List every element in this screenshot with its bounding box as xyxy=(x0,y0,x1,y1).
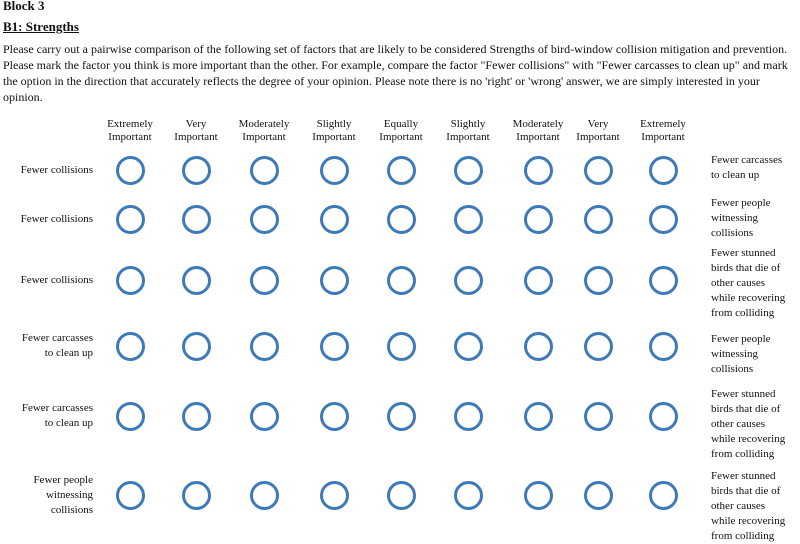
row-3-option-5-radio[interactable] xyxy=(387,266,416,295)
row-3-option-8-radio[interactable] xyxy=(584,266,613,295)
row-5-right-factor xyxy=(711,387,799,462)
scale-header-line2: Important xyxy=(641,131,685,143)
factor-line: while recovering xyxy=(711,292,786,304)
factor-line: Fewer carcasses xyxy=(21,332,93,344)
row-5-option-8-radio[interactable] xyxy=(584,402,613,431)
row-3-right-factor xyxy=(711,246,799,321)
scale-header-9 xyxy=(628,118,698,144)
scale-header-line1: Moderately xyxy=(238,118,290,130)
factor-line: to clean up xyxy=(44,347,93,359)
row-5-option-2-radio[interactable] xyxy=(182,402,211,431)
scale-header-line2: Important xyxy=(576,131,620,143)
row-1-option-4-radio[interactable] xyxy=(320,156,349,185)
factor-line: birds that die of xyxy=(711,485,781,497)
factor-line: from colliding xyxy=(711,530,775,542)
factor-line: from colliding xyxy=(711,448,775,460)
factor-line: witnessing xyxy=(711,212,759,224)
factor-line: Fewer carcasses xyxy=(21,402,93,414)
row-2-right-factor xyxy=(711,196,799,241)
scale-header-line1: Equally xyxy=(383,118,419,130)
factor-line: collisions xyxy=(711,227,754,239)
factor-line: Fewer carcasses xyxy=(711,154,783,166)
section-title: B1: Strengths xyxy=(3,19,79,34)
factor-line: witnessing xyxy=(45,488,93,501)
factor-line: Fewer stunned xyxy=(711,388,776,400)
scale-header-line2: Important xyxy=(108,131,152,143)
factor-line: Fewer stunned xyxy=(711,470,776,482)
row-2-option-8-radio[interactable] xyxy=(584,205,613,234)
scale-header-line1: Very xyxy=(185,118,207,130)
row-2-option-9-radio[interactable] xyxy=(649,205,678,234)
row-1-option-9-radio[interactable] xyxy=(649,156,678,185)
scale-header-line1: Very xyxy=(587,118,609,130)
row-6-option-2-radio[interactable] xyxy=(182,481,211,510)
row-6-option-6-radio[interactable] xyxy=(454,481,483,510)
row-4-option-9-radio[interactable] xyxy=(649,332,678,361)
row-6-right-factor xyxy=(711,469,799,544)
row-4-option-7-radio[interactable] xyxy=(524,332,553,361)
scale-header-line1: Extremely xyxy=(640,118,686,130)
scale-header-1 xyxy=(95,118,165,144)
row-6-option-4-radio[interactable] xyxy=(320,481,349,510)
row-6-option-7-radio[interactable] xyxy=(524,481,553,510)
row-4-left-factor xyxy=(3,331,93,361)
row-6-option-8-radio[interactable] xyxy=(584,481,613,510)
factor-line: collisions xyxy=(711,363,754,375)
factor-line: Fewer stunned xyxy=(711,247,776,259)
row-3-option-2-radio[interactable] xyxy=(182,266,211,295)
row-3-option-1-radio[interactable] xyxy=(116,266,145,295)
factor-line: collisions xyxy=(50,503,93,516)
row-1-option-6-radio[interactable] xyxy=(454,156,483,185)
row-4-option-3-radio[interactable] xyxy=(250,332,279,361)
row-3-option-3-radio[interactable] xyxy=(250,266,279,295)
row-1-option-3-radio[interactable] xyxy=(250,156,279,185)
scale-header-line2: Important xyxy=(242,131,286,143)
row-1-right-factor xyxy=(711,153,799,183)
factor-line: to clean up xyxy=(44,417,93,429)
row-3-left-factor xyxy=(3,273,93,288)
scale-header-2 xyxy=(161,118,231,144)
row-1-option-1-radio[interactable] xyxy=(116,156,145,185)
factor-line: Fewer people xyxy=(33,473,93,486)
factor-line: other causes xyxy=(711,418,766,430)
instructions-text: Please carry out a pairwise comparison of the following set of factors that are likely to be considered Strengths of bird-window collision mitigation and prevention. Please mark the factor you think is more important than the other. For example, compare the factor "Fewer collisions" with "Fewer carcasses to clean up" and mark the option in the direction that accurately reflects the degree of your opinion. Please note there is no 'right' or 'wrong' answer, we are simply interested in your opinion. xyxy=(3,42,788,104)
factor-line: while recovering xyxy=(711,515,786,527)
row-2-option-4-radio[interactable] xyxy=(320,205,349,234)
row-4-option-4-radio[interactable] xyxy=(320,332,349,361)
row-1-option-8-radio[interactable] xyxy=(584,156,613,185)
row-5-option-4-radio[interactable] xyxy=(320,402,349,431)
row-4-option-5-radio[interactable] xyxy=(387,332,416,361)
block-title: Block 3 xyxy=(3,0,45,13)
row-3-option-7-radio[interactable] xyxy=(524,266,553,295)
row-3-option-6-radio[interactable] xyxy=(454,266,483,295)
row-1-left-factor xyxy=(3,163,93,178)
row-2-option-6-radio[interactable] xyxy=(454,205,483,234)
factor-line: from colliding xyxy=(711,307,775,319)
scale-header-line2: Important xyxy=(446,131,490,143)
row-4-option-6-radio[interactable] xyxy=(454,332,483,361)
row-6-option-9-radio[interactable] xyxy=(649,481,678,510)
row-5-option-9-radio[interactable] xyxy=(649,402,678,431)
row-2-option-3-radio[interactable] xyxy=(250,205,279,234)
factor-line: while recovering xyxy=(711,433,786,445)
factor-line: other causes xyxy=(711,500,766,512)
scale-header-line2: Important xyxy=(516,131,560,143)
scale-header-4 xyxy=(299,118,369,144)
row-2-option-1-radio[interactable] xyxy=(116,205,145,234)
row-6-left-factor xyxy=(3,473,93,518)
row-4-option-8-radio[interactable] xyxy=(584,332,613,361)
scale-header-line2: Important xyxy=(174,131,218,143)
scale-header-3 xyxy=(229,118,299,144)
row-5-option-1-radio[interactable] xyxy=(116,402,145,431)
scale-header-line1: Slightly xyxy=(316,118,352,130)
scale-header-5 xyxy=(366,118,436,144)
row-4-right-factor xyxy=(711,332,799,377)
factor-line: other causes xyxy=(711,277,766,289)
row-6-option-3-radio[interactable] xyxy=(250,481,279,510)
row-4-option-2-radio[interactable] xyxy=(182,332,211,361)
row-4-option-1-radio[interactable] xyxy=(116,332,145,361)
factor-line: birds that die of xyxy=(711,403,781,415)
scale-header-line1: Slightly xyxy=(450,118,486,130)
factor-line: Fewer people xyxy=(711,333,771,345)
row-1-option-5-radio[interactable] xyxy=(387,156,416,185)
factor-line: witnessing xyxy=(711,348,759,360)
scale-header-line2: Important xyxy=(379,131,423,143)
row-5-option-3-radio[interactable] xyxy=(250,402,279,431)
row-3-option-9-radio[interactable] xyxy=(649,266,678,295)
row-2-option-2-radio[interactable] xyxy=(182,205,211,234)
scale-header-line1: Extremely xyxy=(107,118,153,130)
row-2-left-factor xyxy=(3,212,93,227)
factor-line: Fewer collisions xyxy=(20,273,93,286)
row-5-option-6-radio[interactable] xyxy=(454,402,483,431)
scale-header-line2: Important xyxy=(312,131,356,143)
row-2-option-7-radio[interactable] xyxy=(524,205,553,234)
scale-header-8 xyxy=(563,118,633,144)
row-5-left-factor xyxy=(3,401,93,431)
row-6-option-5-radio[interactable] xyxy=(387,481,416,510)
row-5-option-5-radio[interactable] xyxy=(387,402,416,431)
factor-line: Fewer collisions xyxy=(20,212,93,225)
row-5-option-7-radio[interactable] xyxy=(524,402,553,431)
row-1-option-2-radio[interactable] xyxy=(182,156,211,185)
scale-header-6 xyxy=(433,118,503,144)
factor-line: Fewer people xyxy=(711,197,771,209)
row-2-option-5-radio[interactable] xyxy=(387,205,416,234)
factor-line: Fewer collisions xyxy=(20,163,93,176)
row-3-option-4-radio[interactable] xyxy=(320,266,349,295)
row-6-option-1-radio[interactable] xyxy=(116,481,145,510)
factor-line: to clean up xyxy=(711,169,760,181)
row-1-option-7-radio[interactable] xyxy=(524,156,553,185)
factor-line: birds that die of xyxy=(711,262,781,274)
scale-header-line1: Moderately xyxy=(512,118,564,130)
